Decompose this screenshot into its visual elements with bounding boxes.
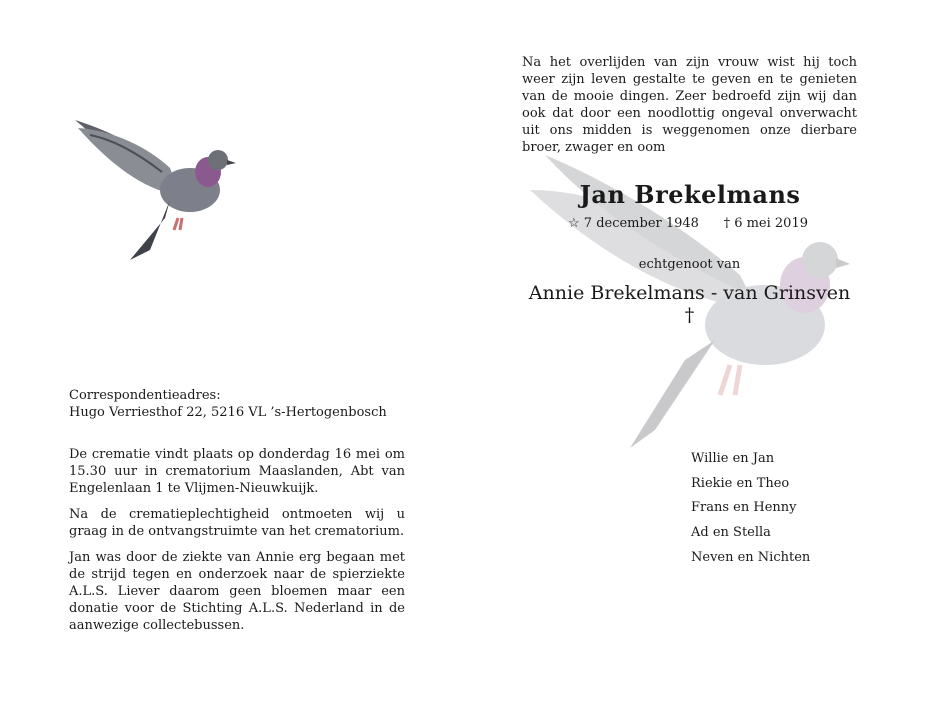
- ceremony-info: [69, 446, 405, 634]
- dates-row: [568, 216, 818, 231]
- family-member: Frans en Henny: [691, 500, 797, 516]
- cremation-paragraph: De crematie vindt plaats op donderdag 16 mei om 15.30 uur in crematorium Maaslanden, Abt van Engelenlaan 1 te Vlijmen-Nieuwkuijk.: [69, 447, 405, 496]
- family-list: [691, 447, 891, 571]
- family-member: Willie en Jan: [691, 451, 775, 466]
- birth-date: ☆ 7 december 1948: [568, 216, 699, 231]
- spouse-label: echtgenoot van: [638, 257, 741, 272]
- deceased-name: Jan Brekelmans: [579, 180, 801, 209]
- family-member: Riekie en Theo: [691, 475, 790, 491]
- correspondence-label: Correspondentieadres:: [69, 388, 221, 403]
- death-date: † 6 mei 2019: [723, 216, 808, 231]
- correspondence-address: Hugo Verriesthof 22, 5216 VL ’s-Hertogenbosch: [69, 405, 387, 420]
- family-member: Ad en Stella: [691, 525, 771, 541]
- intro-paragraph: Na het overlijden van zijn vrouw wist hij toch weer zijn leven gestalte te geven en te genieten van de mooie dingen. Zeer bedroefd zijn wij dan ook dat door een noodlottig ongeval onverwacht uit ons midden is weggenomen onze dierbare broer, zwager en oom: [522, 55, 857, 155]
- donation-paragraph: Jan was door de ziekte van Annie erg begaan met de strijd tegen en onderzoek naar de spierziekte A.L.S. Liever daarom geen bloemen maar een donatie voor de Stichting A.L.S. Nederland in de aanwezige collectebussen.: [69, 550, 405, 633]
- spouse-name: Annie Brekelmans - van Grinsven †: [528, 282, 851, 326]
- reception-paragraph: Na de crematieplechtigheid ontmoeten wij u graag in de ontvangstruimte van het crematorium.: [69, 507, 405, 539]
- correspondence-block: [69, 387, 405, 421]
- family-member: Neven en Nichten: [691, 549, 811, 565]
- pigeon-image: [70, 100, 240, 265]
